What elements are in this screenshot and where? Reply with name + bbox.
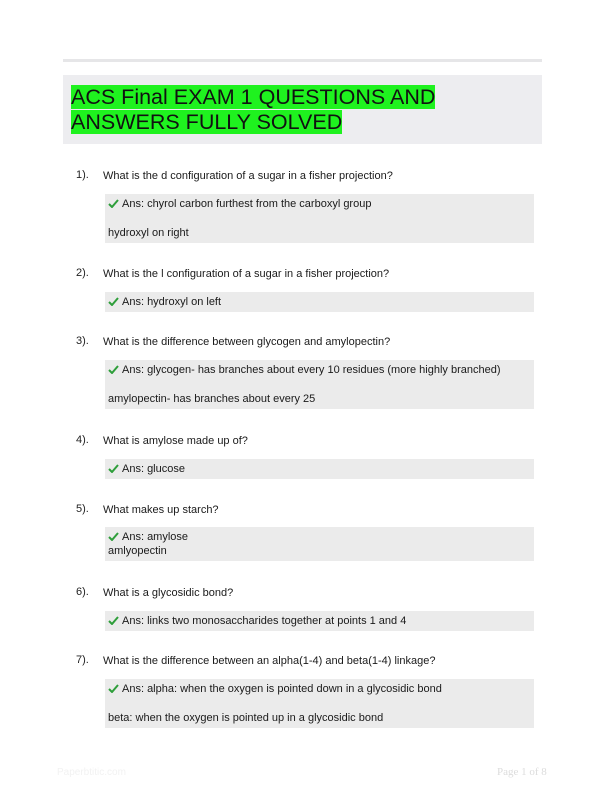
answer-text: Ans: amylose — [122, 531, 189, 543]
answer-text: hydroxyl on right — [108, 227, 189, 239]
top-divider — [63, 59, 542, 62]
question-number: 1). — [76, 169, 89, 181]
answer-box — [105, 527, 534, 561]
page-indicator: Page 1 of 8 — [497, 766, 547, 778]
answer-text: amlyopectin — [108, 545, 167, 557]
answer-box — [105, 611, 534, 631]
question-number: 2). — [76, 267, 89, 279]
document-title: ACS Final EXAM 1 QUESTIONS AND ANSWERS FULLY SOLVED — [71, 85, 436, 134]
answer-box — [105, 292, 534, 312]
question-text: What is the d configuration of a sugar in a fisher projection? — [103, 170, 393, 182]
question-number: 7). — [76, 654, 89, 666]
question-number: 6). — [76, 586, 89, 598]
answer-box — [105, 459, 534, 479]
answer-box — [105, 360, 534, 409]
question-text: What makes up starch? — [103, 504, 219, 516]
check-icon — [108, 365, 119, 374]
answer-box — [105, 679, 534, 728]
answer-text: amylopectin- has branches about every 25 — [108, 393, 316, 405]
answer-text: beta: when the oxygen is pointed up in a glycosidic bond — [108, 712, 384, 724]
footer-watermark: Paperbtitic.com — [57, 767, 126, 778]
answer-text: Ans: links two monosaccharides together at points 1 and 4 — [122, 615, 407, 627]
question-number: 4). — [76, 434, 89, 446]
question-text: What is the l configuration of a sugar in a fisher projection? — [103, 268, 390, 280]
answer-box — [105, 194, 534, 243]
check-icon — [108, 464, 119, 473]
question-text: What is the difference between glycogen and amylopectin? — [103, 336, 391, 348]
check-icon — [108, 616, 119, 625]
question-number: 5). — [76, 503, 89, 515]
question-text: What is the difference between an alpha(1-4) and beta(1-4) linkage? — [103, 655, 436, 667]
answer-text: Ans: alpha: when the oxygen is pointed down in a glycosidic bond — [122, 683, 442, 695]
answer-text: Ans: glycogen- has branches about every 10 residues (more highly branched) — [122, 364, 501, 376]
check-icon — [108, 684, 119, 693]
answer-text: Ans: hydroxyl on left — [122, 296, 222, 308]
answer-text: Ans: glucose — [122, 463, 185, 475]
check-icon — [108, 297, 119, 306]
question-text: What is a glycosidic bond? — [103, 587, 234, 599]
check-icon — [108, 199, 119, 208]
question-number: 3). — [76, 335, 89, 347]
title-banner — [63, 75, 542, 144]
check-icon — [108, 532, 119, 541]
question-text: What is amylose made up of? — [103, 435, 248, 447]
answer-text: Ans: chyrol carbon furthest from the carboxyl group — [122, 198, 372, 210]
